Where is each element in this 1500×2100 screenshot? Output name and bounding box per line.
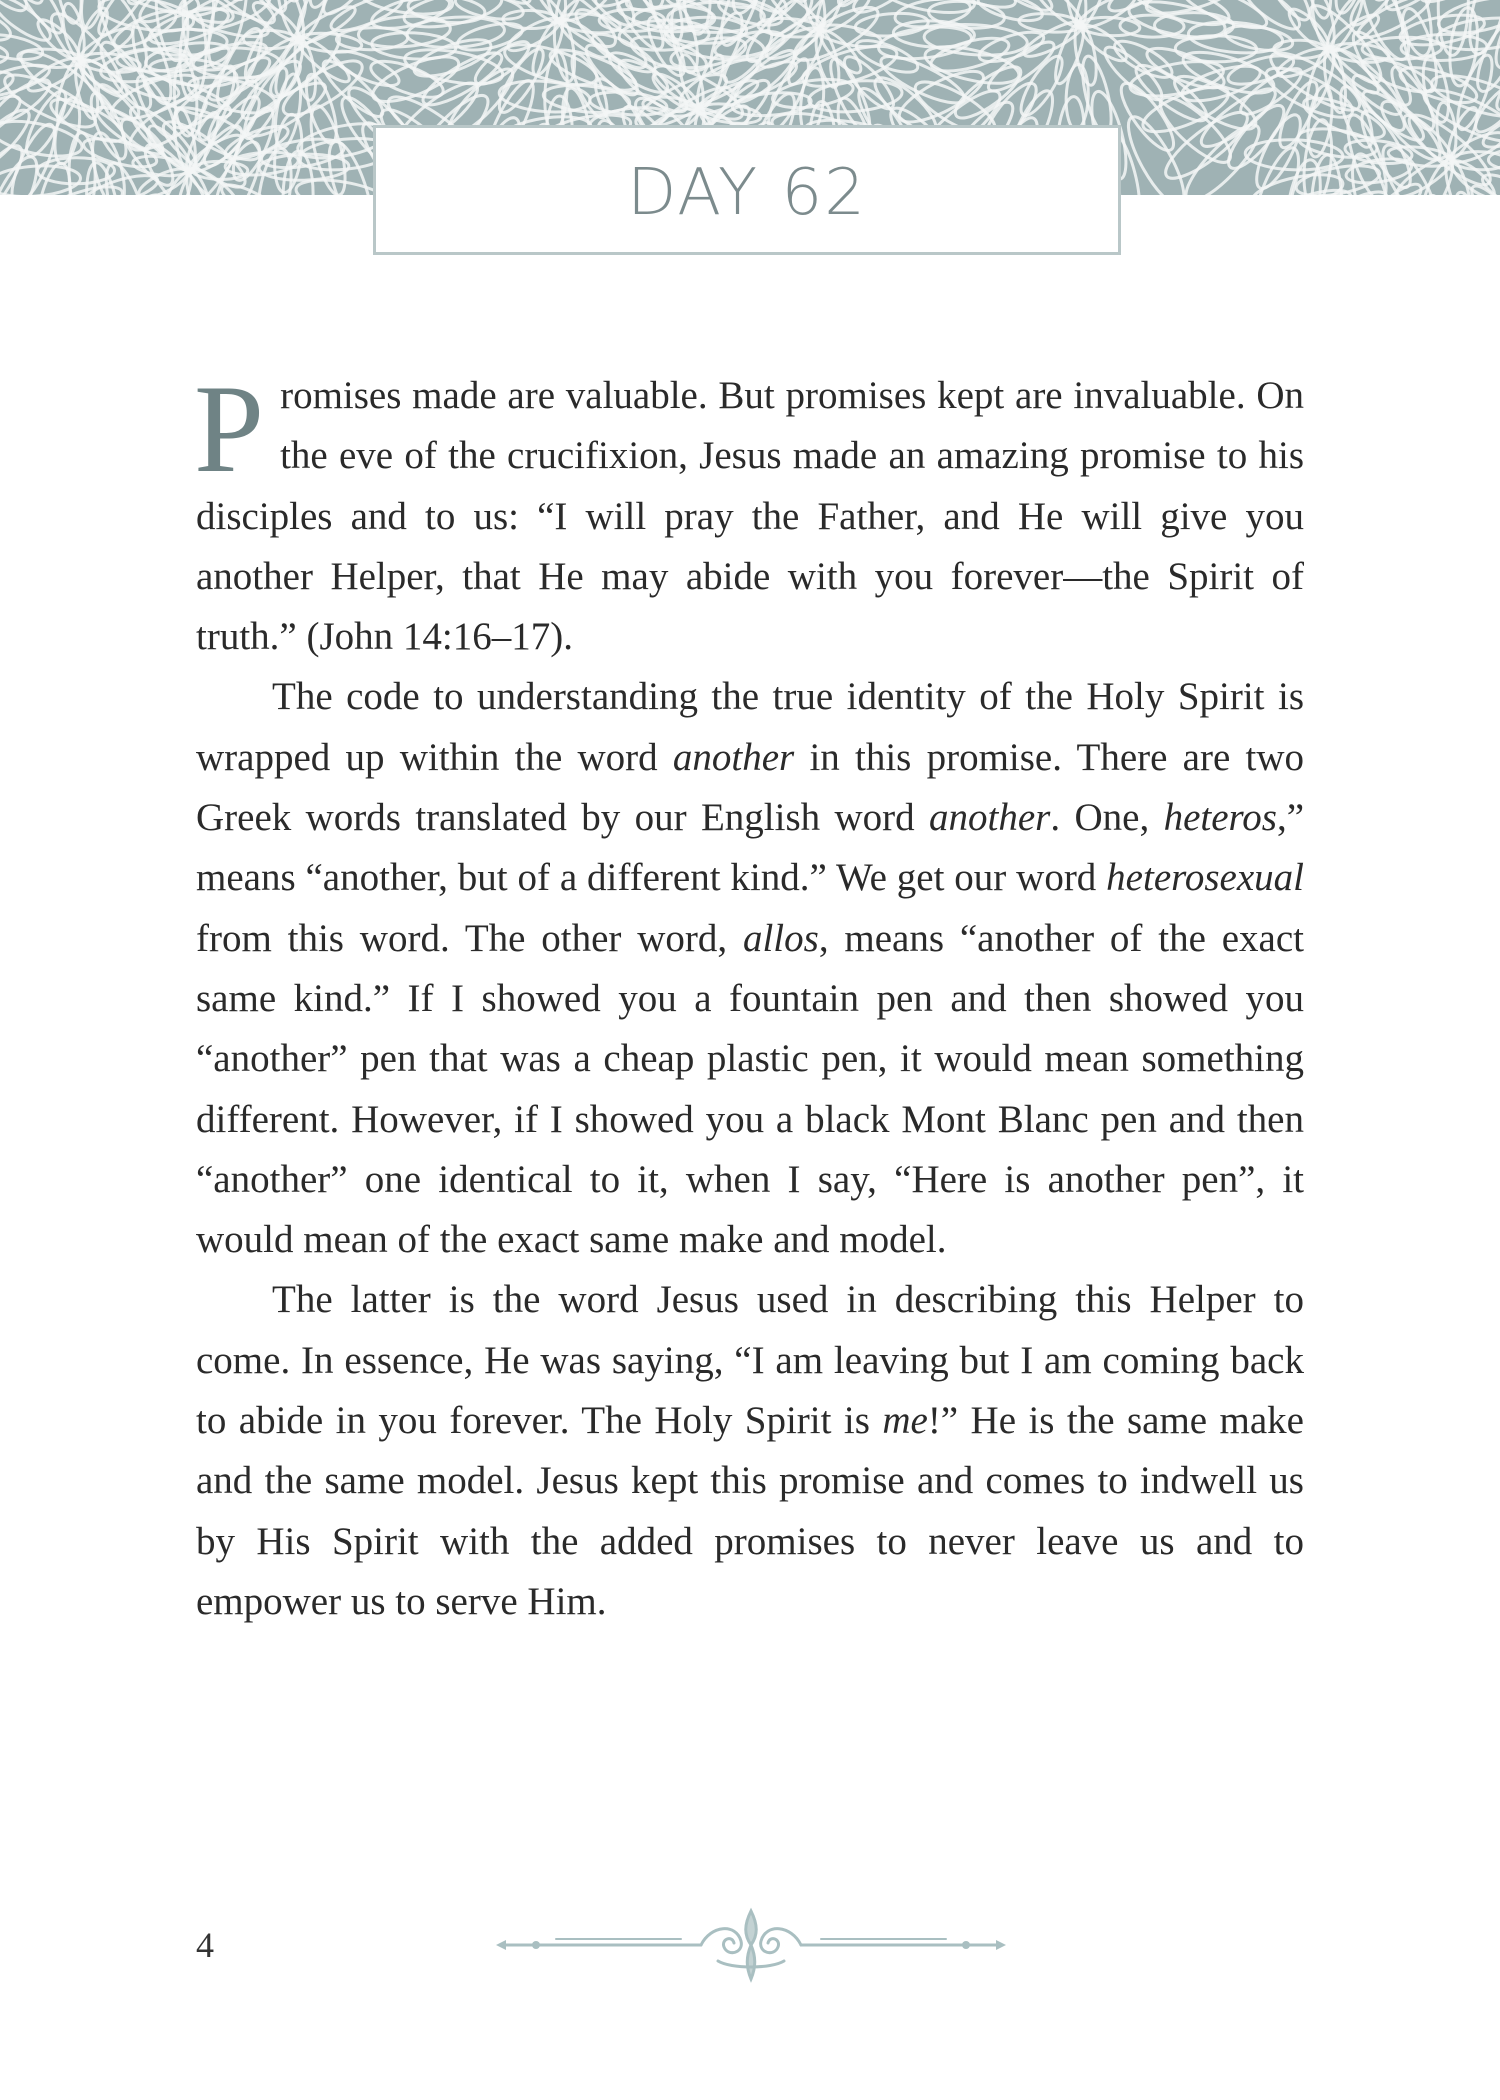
italic-term: another — [672, 735, 795, 779]
text-run: !” He is the same make and the same model. Jesus kept this promise and comes to indwell us by His Spirit with the added promises to never leave us and to empower us to serve Him. — [196, 1399, 1304, 1623]
day-title-box — [373, 125, 1121, 255]
text-run: The latter is the word Jesus used in describing this Helper to come. In essence, He was saying, “I am leaving but I am coming back to abide in you forever. The Holy Spirit is — [196, 1278, 1304, 1443]
italic-term: heteros — [1163, 796, 1277, 840]
text-run: from this word. The other word, — [196, 916, 743, 960]
paragraph-1-text: romises made are valuable. But promises kept are invaluable. On the eve of the crucifixion, Jesus made an amazing promise to his disciples and to us: “I will pray the Father, and He will give you another Helper, that He may abide with you forever—the Spirit of truth.” (John 14:16–17). — [196, 374, 1304, 659]
italic-term: heterosexual — [1106, 856, 1304, 900]
leaf-shape — [1446, 6, 1481, 87]
paragraph-2 — [196, 667, 1304, 1270]
flourish-divider-icon — [496, 1905, 1006, 1983]
leaf-shape — [0, 115, 85, 163]
text-run: The code to understanding the true identity of the Holy Spirit is wrapped up within the word — [196, 675, 1304, 779]
text-run: . One, — [1050, 796, 1164, 840]
drop-cap: P — [194, 360, 265, 499]
page-number: 4 — [196, 1925, 214, 1965]
leaf-shape — [0, 37, 8, 68]
paragraph-3 — [196, 1270, 1304, 1632]
paragraph-1 — [194, 360, 1304, 667]
text-run: ,” means “another, but of a different kind.” We get our word — [196, 796, 1304, 900]
italic-term: allos — [742, 916, 819, 960]
leaf-shape — [1119, 110, 1194, 195]
devotional-body — [194, 360, 1304, 1632]
italic-term: another — [929, 796, 1051, 840]
text-run: in this promise. There are two Greek words translated by our English word — [196, 735, 1304, 840]
text-run: , means “another of the exact same kind.” If I showed you a fountain pen and then showed you “another” pen that was a cheap plastic pen, it would mean something different. However, if I showed you a black Mont Blanc pen and then “another” one identical to it, when I say, “Here is another pen”, it would mean of the exact same make and model. — [196, 916, 1304, 1262]
italic-term: me — [882, 1399, 928, 1443]
leaf-shape — [983, 35, 1060, 98]
page-title: DAY 62 — [627, 156, 867, 230]
